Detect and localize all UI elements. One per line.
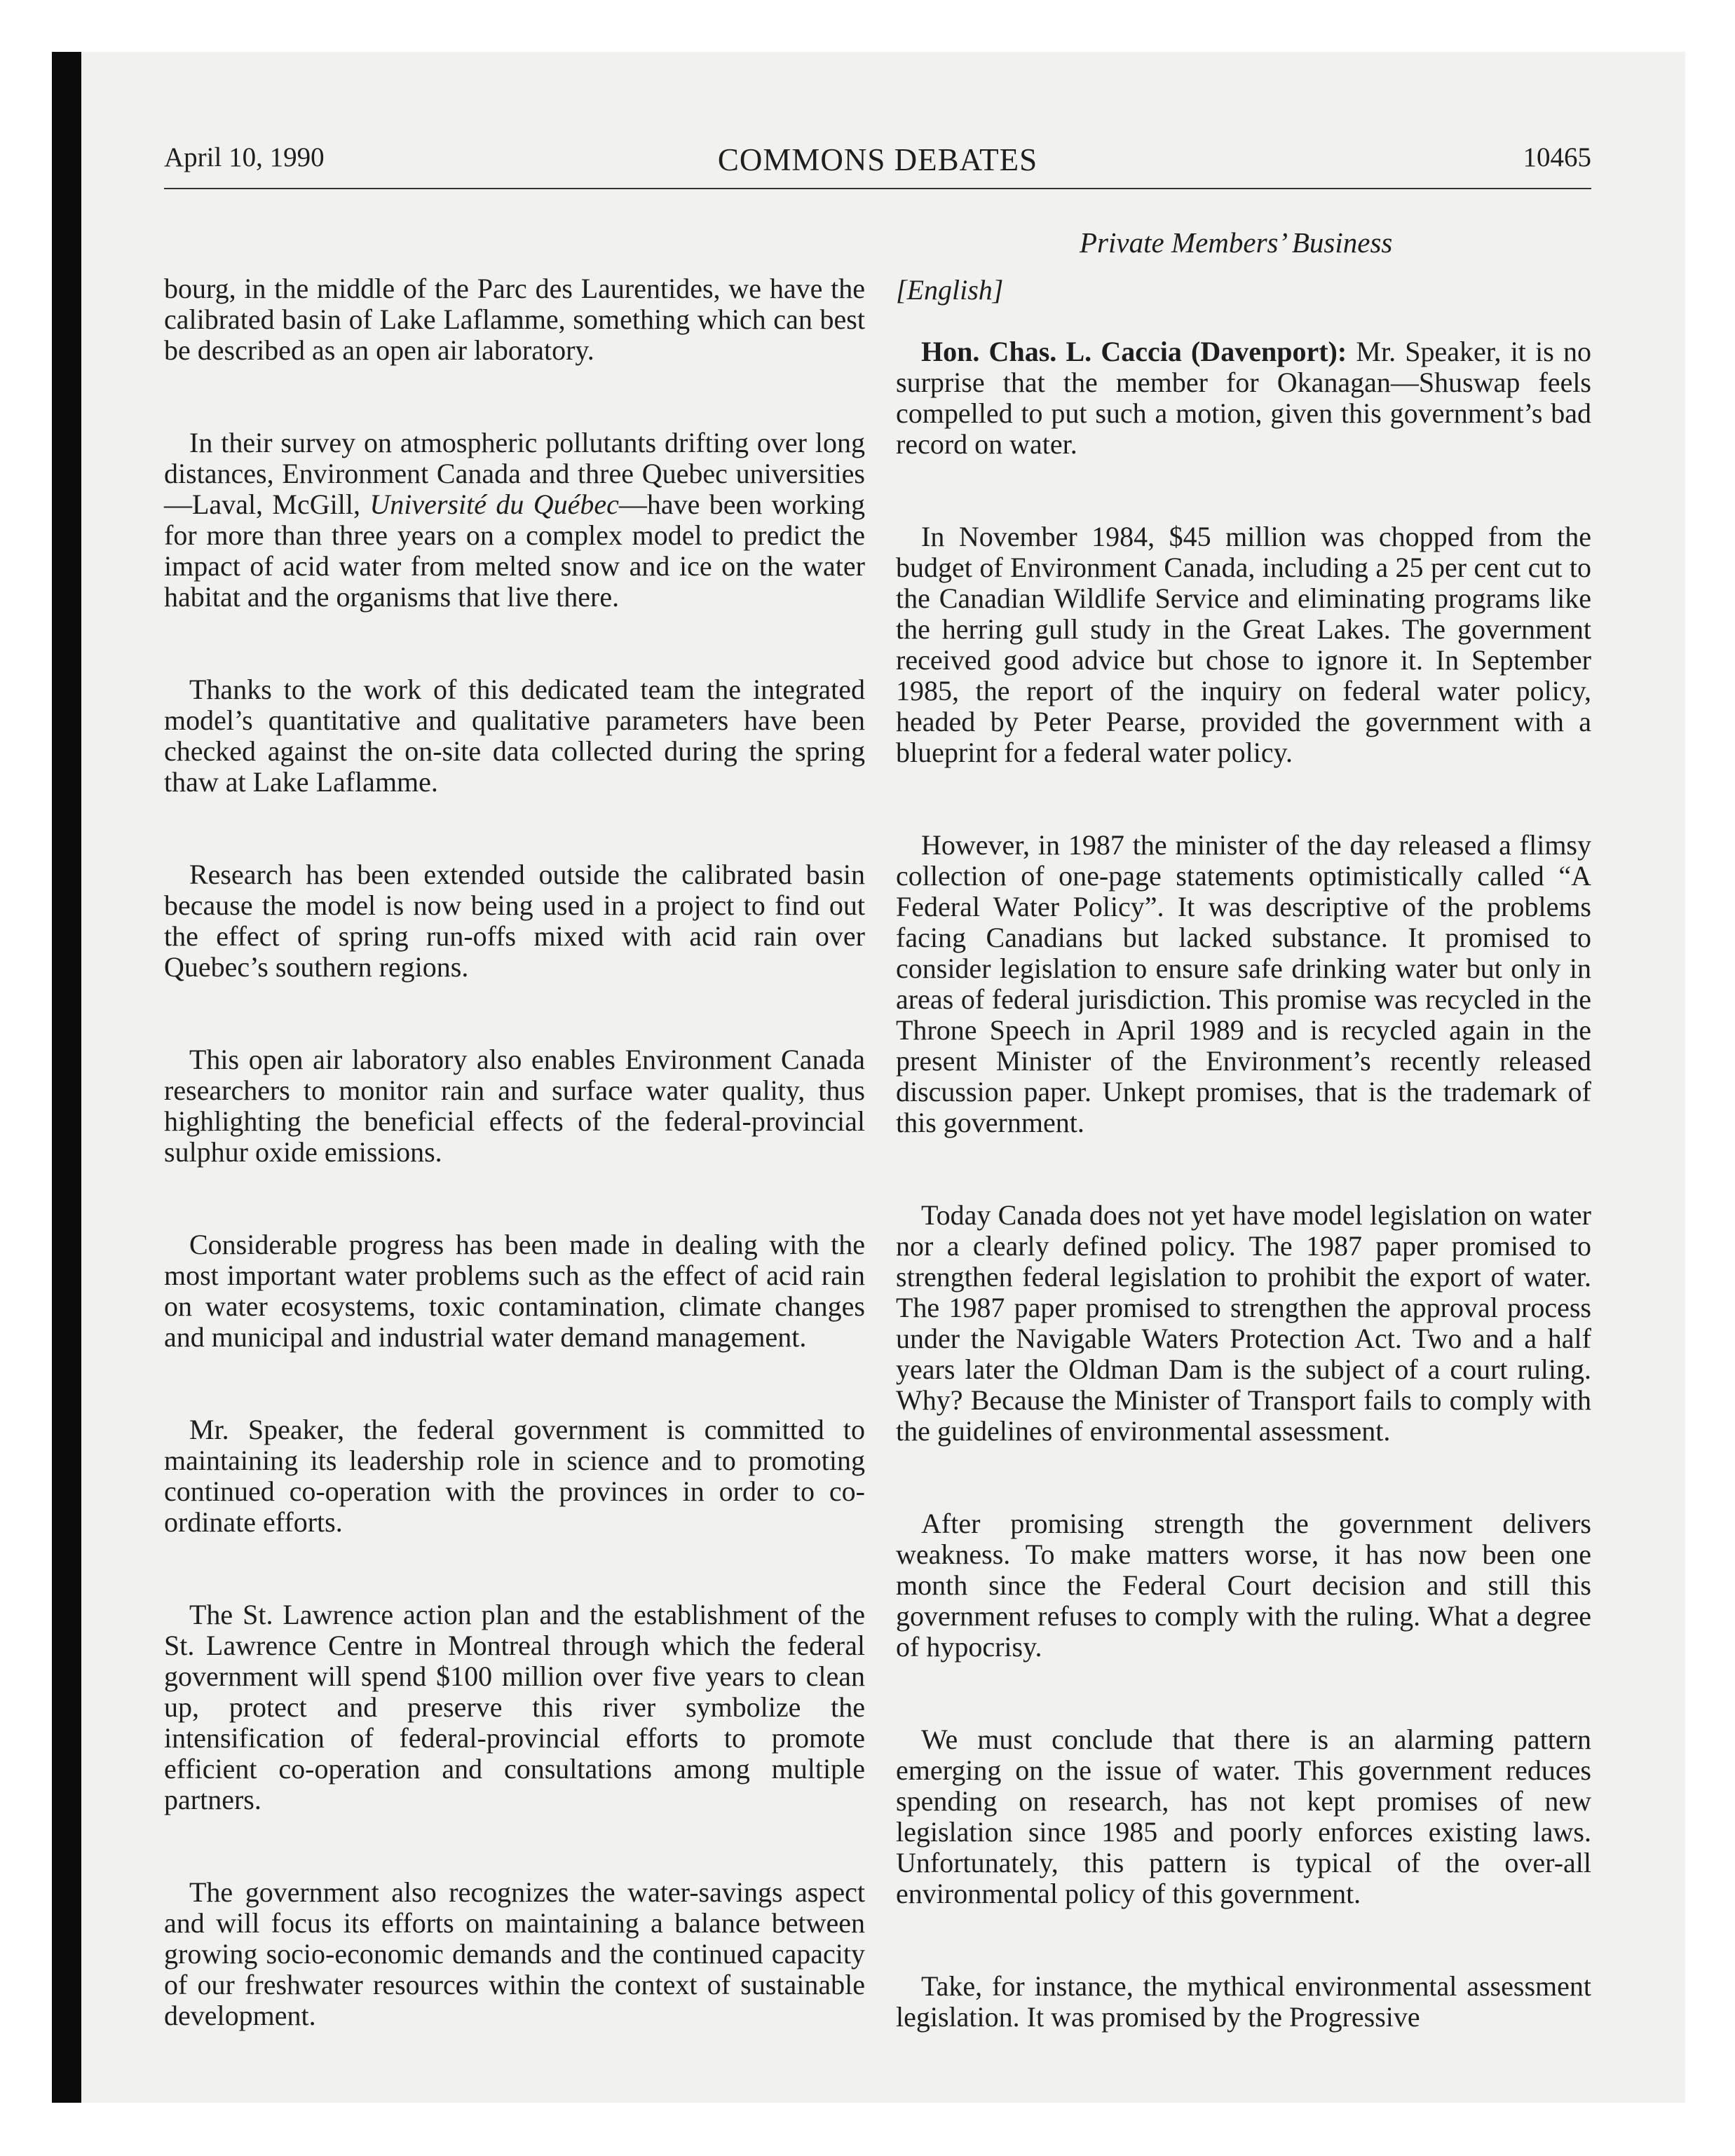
right-column [896,275,1591,2033]
left-paragraph-5: This open air laboratory also enables Environment Canada researchers to monitor rain and surface water quality, thus highlighting the beneficial effects of the federal-provincial sulphur oxide emissions. [164,1044,865,1168]
left-paragraph-2-text-a: In their survey on atmospheric pollutants drifting over long distances, Environment Canada and three Quebec universities—Laval, McGill, [164,427,865,520]
right-paragraph-1 [896,336,1591,460]
left-column [164,273,865,2031]
left-paragraph-2-text-b: —have been working for more than three years on a complex model to predict the impact of acid water from melted snow and ice on the water habitat and the organisms that live there. [164,489,865,613]
left-paragraph-8: The St. Lawrence action plan and the establishment of the St. Lawrence Centre in Montreal through which the federal government will spend $100 million over five years to clean up, protect and preserve this river symbolize the intensification of federal-provincial efforts to promote efficient co-operation and consultations among multiple partners. [164,1599,865,1815]
header-date: April 10, 1990 [164,142,325,172]
right-paragraph-2: In November 1984, $45 million was chopped from the budget of Environment Canada, including a 25 per cent cut to the Canadian Wildlife Service and eliminating programs like the herring gull study in the Great Lakes. The government received good advice but chose to ignore it. In September 1985, the report of the inquiry on federal water policy, headed by Peter Pearse, provided the government with a blueprint for a federal water policy. [896,521,1591,768]
right-paragraph-3: However, in 1987 the minister of the day released a flimsy collection of one-page statements optimistically called “A Federal Water Policy”. It was descriptive of the problems facing Canadians but lacked substance. It promised to consider legislation to ensure safe drinking water but only in areas of federal jurisdiction. This promise was recycled in the Throne Speech in April 1989 and is recycled again in the present Minister of the Environment’s recently released discussion paper. Unkept promises, that is the trademark of this government. [896,829,1591,1138]
right-paragraph-5: After promising strength the government delivers weakness. To make matters worse, it has now been one month since the Federal Court decision and still this government refuses to comply with the ruling. What a degree of hypocrisy. [896,1508,1591,1663]
page-header [164,142,1591,185]
left-paragraph-6: Considerable progress has been made in dealing with the most important water problems such as the effect of acid rain on water ecosystems, toxic contamination, climate changes and municipal and industrial water demand management. [164,1229,865,1353]
header-page-number: 10465 [1523,142,1591,172]
left-paragraph-7: Mr. Speaker, the federal government is committed to maintaining its leadership role in science and to promoting continued co-operation with the provinces in order to co-ordinate efforts. [164,1414,865,1538]
speaker-name: Hon. Chas. L. Caccia (Davenport): [921,336,1347,367]
right-paragraph-1-text: Mr. Speaker, it is no surprise that the member for Okanagan—Shuswap feels compelled to put such a motion, given this government’s bad record on water. [896,336,1591,460]
left-paragraph-1: bourg, in the middle of the Parc des Laurentides, we have the calibrated basin of Lake Laflamme, something which can best be described as an open air laboratory. [164,273,865,366]
right-paragraph-4: Today Canada does not yet have model legislation on water nor a clearly defined policy. The 1987 paper promised to strengthen federal legislation to prohibit the export of water. The 1987 paper promised to strengthen the approval process under the Navigable Waters Protection Act. Two and a half years later the Oldman Dam is the subject of a court ruling. Why? Because the Minister of Transport fails to comply with the guidelines of environmental assessment. [896,1199,1591,1447]
scan-binding-edge [52,52,81,2103]
left-paragraph-2-italic: Université du Québec [369,489,619,520]
right-paragraph-7: Take, for instance, the mythical environmental assessment legislation. It was promised by the Progressive [896,1970,1591,2033]
left-paragraph-4: Research has been extended outside the calibrated basin because the model is now being used in a project to find out the effect of spring run-offs mixed with acid rain over Quebec’s southern regions. [164,859,865,983]
left-paragraph-3: Thanks to the work of this dedicated team the integrated model’s quantitative and qualitative parameters have been checked against the on-site data collected during the spring thaw at Lake Laflamme. [164,674,865,798]
header-rule [164,188,1591,189]
section-label: Private Members’ Business [1080,226,1393,259]
header-title: COMMONS DEBATES [717,142,1038,177]
left-paragraph-2 [164,428,865,613]
language-marker: [English] [896,274,1004,306]
left-paragraph-9: The government also recognizes the water-savings aspect and will focus its efforts on maintaining a balance between growing socio-economic demands and the continued capacity of our freshwater resources within the context of sustainable development. [164,1876,865,2031]
right-paragraph-6: We must conclude that there is an alarming pattern emerging on the issue of water. This government reduces spending on research, has not kept promises of new legislation since 1985 and poorly enforces existing laws. Unfortunately, this pattern is typical of the over-all environmental policy of this government. [896,1724,1591,1909]
